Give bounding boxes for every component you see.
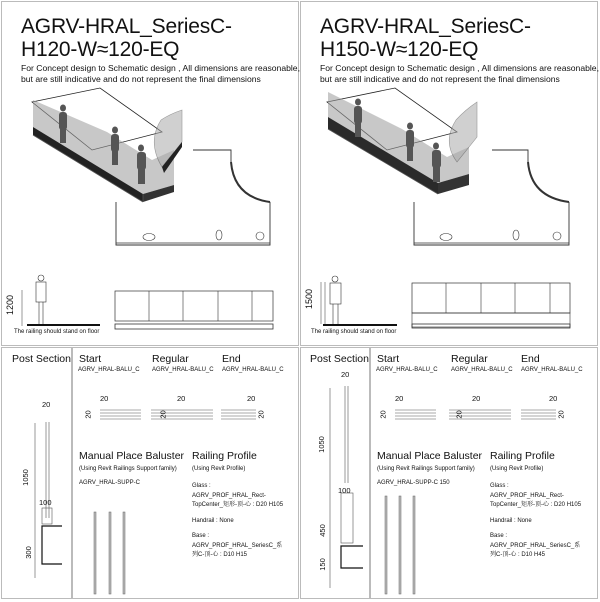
baluster-end-family: AGRV_HRAL-BALU_C bbox=[521, 367, 583, 373]
baluster-end-label: End bbox=[222, 353, 241, 365]
manual-baluster-title: Manual Place Baluster bbox=[79, 450, 185, 462]
railing-profile-spec: Glass : AGRV_PROF_HRAL_Rect- TopCenter_矩形-顶-心 : D20 H105 Handrail : None Base : AGRV_PROF_HRAL_SeriesC_系 列C-顶-心 : D10 H15 bbox=[192, 483, 284, 558]
baluster-regular-label: Regular bbox=[451, 353, 488, 365]
floor-note: The railing should stand on floor bbox=[311, 329, 397, 335]
post-lower-dim: 150 bbox=[317, 558, 327, 571]
baluster-detail-panel: Start Regular End AGRV_HRAL-BALU_C AGRV_HRAL-BALU_C AGRV_HRAL-BALU_C 20 20 20 20 20 20 Manual Place Baluster (Using Revit Railings Support family) AGRV_HRAL-SUPP-C Railing Profile (Using Revit Profile) Glass : AGRV_PROF_HRAL_Rect- TopCenter_矩形-顶-心 : D20 H105 Handrail : None Base : AGRV_PROF_HRAL_SeriesC_系 列C-顶-心 : D10 H15 bbox=[72, 347, 299, 599]
manual-baluster-family: AGRV_HRAL-SUPP-C 150 bbox=[377, 480, 450, 486]
elevation-height-label: 1500 bbox=[304, 288, 315, 310]
railing-profile-note: (Using Revit Profile) bbox=[192, 466, 246, 472]
manual-baluster-family: AGRV_HRAL-SUPP-C bbox=[79, 480, 140, 486]
baluster-end-family: AGRV_HRAL-BALU_C bbox=[222, 367, 284, 373]
railing-profile-spec: Glass : AGRV_PROF_HRAL_Rect- TopCenter_矩形-顶-心 : D20 H105 Handrail : None Base : AGRV_PROF_HRAL_SeriesC_系 列C-顶-心 : D10 H45 bbox=[490, 483, 582, 558]
post-height-dim: 1050 bbox=[20, 469, 30, 486]
elevation-height-label: 1200 bbox=[5, 294, 16, 316]
railing-profile-note: (Using Revit Profile) bbox=[490, 466, 544, 472]
panel-description: For Concept design to Schematic design , All dimensions are reasonable, but are still indicative and do not represent the final dimensions bbox=[21, 63, 300, 84]
panel-description: For Concept design to Schematic design , All dimensions are reasonable, but are still indicative and do not represent the final dimensions bbox=[320, 63, 599, 84]
panel-title: AGRV-HRAL_SeriesC- H150-W≈120-EQ bbox=[320, 15, 531, 61]
baluster-start-label: Start bbox=[377, 353, 400, 365]
manual-baluster-drawing bbox=[371, 348, 599, 600]
post-section-drawing bbox=[301, 348, 371, 600]
baluster-regular-family: AGRV_HRAL-BALU_C bbox=[152, 367, 214, 373]
post-section-panel bbox=[1, 347, 72, 599]
manual-baluster-note: (Using Revit Railings Support family) bbox=[79, 466, 177, 472]
elevation-with-figure bbox=[2, 2, 300, 347]
manual-baluster-title: Manual Place Baluster bbox=[377, 450, 483, 462]
post-height-dim: 1050 bbox=[316, 436, 326, 453]
baluster-regular-label: Regular bbox=[152, 353, 189, 365]
elevation-with-figure bbox=[301, 2, 599, 347]
baluster-detail-panel: Start Regular End AGRV_HRAL-BALU_C AGRV_HRAL-BALU_C AGRV_HRAL-BALU_C 20 20 20 20 20 20 Manual Place Baluster (Using Revit Railings Support family) AGRV_HRAL-SUPP-C 150 Railing Profile (Using Revit Profile) Glass : AGRV_PROF_HRAL_Rect- TopCenter_矩形-顶-心 : D20 H105 Handrail : None Base : AGRV_PROF_HRAL_SeriesC_系 列C-顶-心 : D10 H45 bbox=[370, 347, 598, 599]
floor-note: The railing should stand on floor bbox=[14, 329, 100, 335]
post-mid-dim: 450 bbox=[317, 524, 327, 537]
baluster-start-family: AGRV_HRAL-BALU_C bbox=[376, 367, 438, 373]
post-top-dim: 20 bbox=[42, 400, 51, 409]
manual-baluster-drawing bbox=[73, 348, 300, 600]
post-base-width-dim: 100 bbox=[39, 498, 52, 507]
sheet-panel-h120 bbox=[1, 1, 299, 346]
post-section-drawing bbox=[2, 348, 73, 600]
baluster-start-family: AGRV_HRAL-BALU_C bbox=[78, 367, 140, 373]
railing-profile-title: Railing Profile bbox=[192, 450, 257, 462]
baluster-regular-family: AGRV_HRAL-BALU_C bbox=[451, 367, 513, 373]
post-top-dim: 20 bbox=[341, 370, 350, 379]
post-section-panel bbox=[300, 347, 370, 599]
railing-profile-title: Railing Profile bbox=[490, 450, 555, 462]
post-section-label: Post Section bbox=[310, 353, 369, 365]
post-lower-dim: 300 bbox=[23, 546, 33, 559]
baluster-end-label: End bbox=[521, 353, 540, 365]
post-base-width-dim: 100 bbox=[338, 486, 351, 495]
panel-title: AGRV-HRAL_SeriesC- H120-W≈120-EQ bbox=[21, 15, 232, 61]
post-section-label: Post Section bbox=[12, 353, 71, 365]
baluster-start-label: Start bbox=[79, 353, 102, 365]
sheet-panel-h150 bbox=[300, 1, 598, 346]
manual-baluster-note: (Using Revit Railings Support family) bbox=[377, 466, 475, 472]
